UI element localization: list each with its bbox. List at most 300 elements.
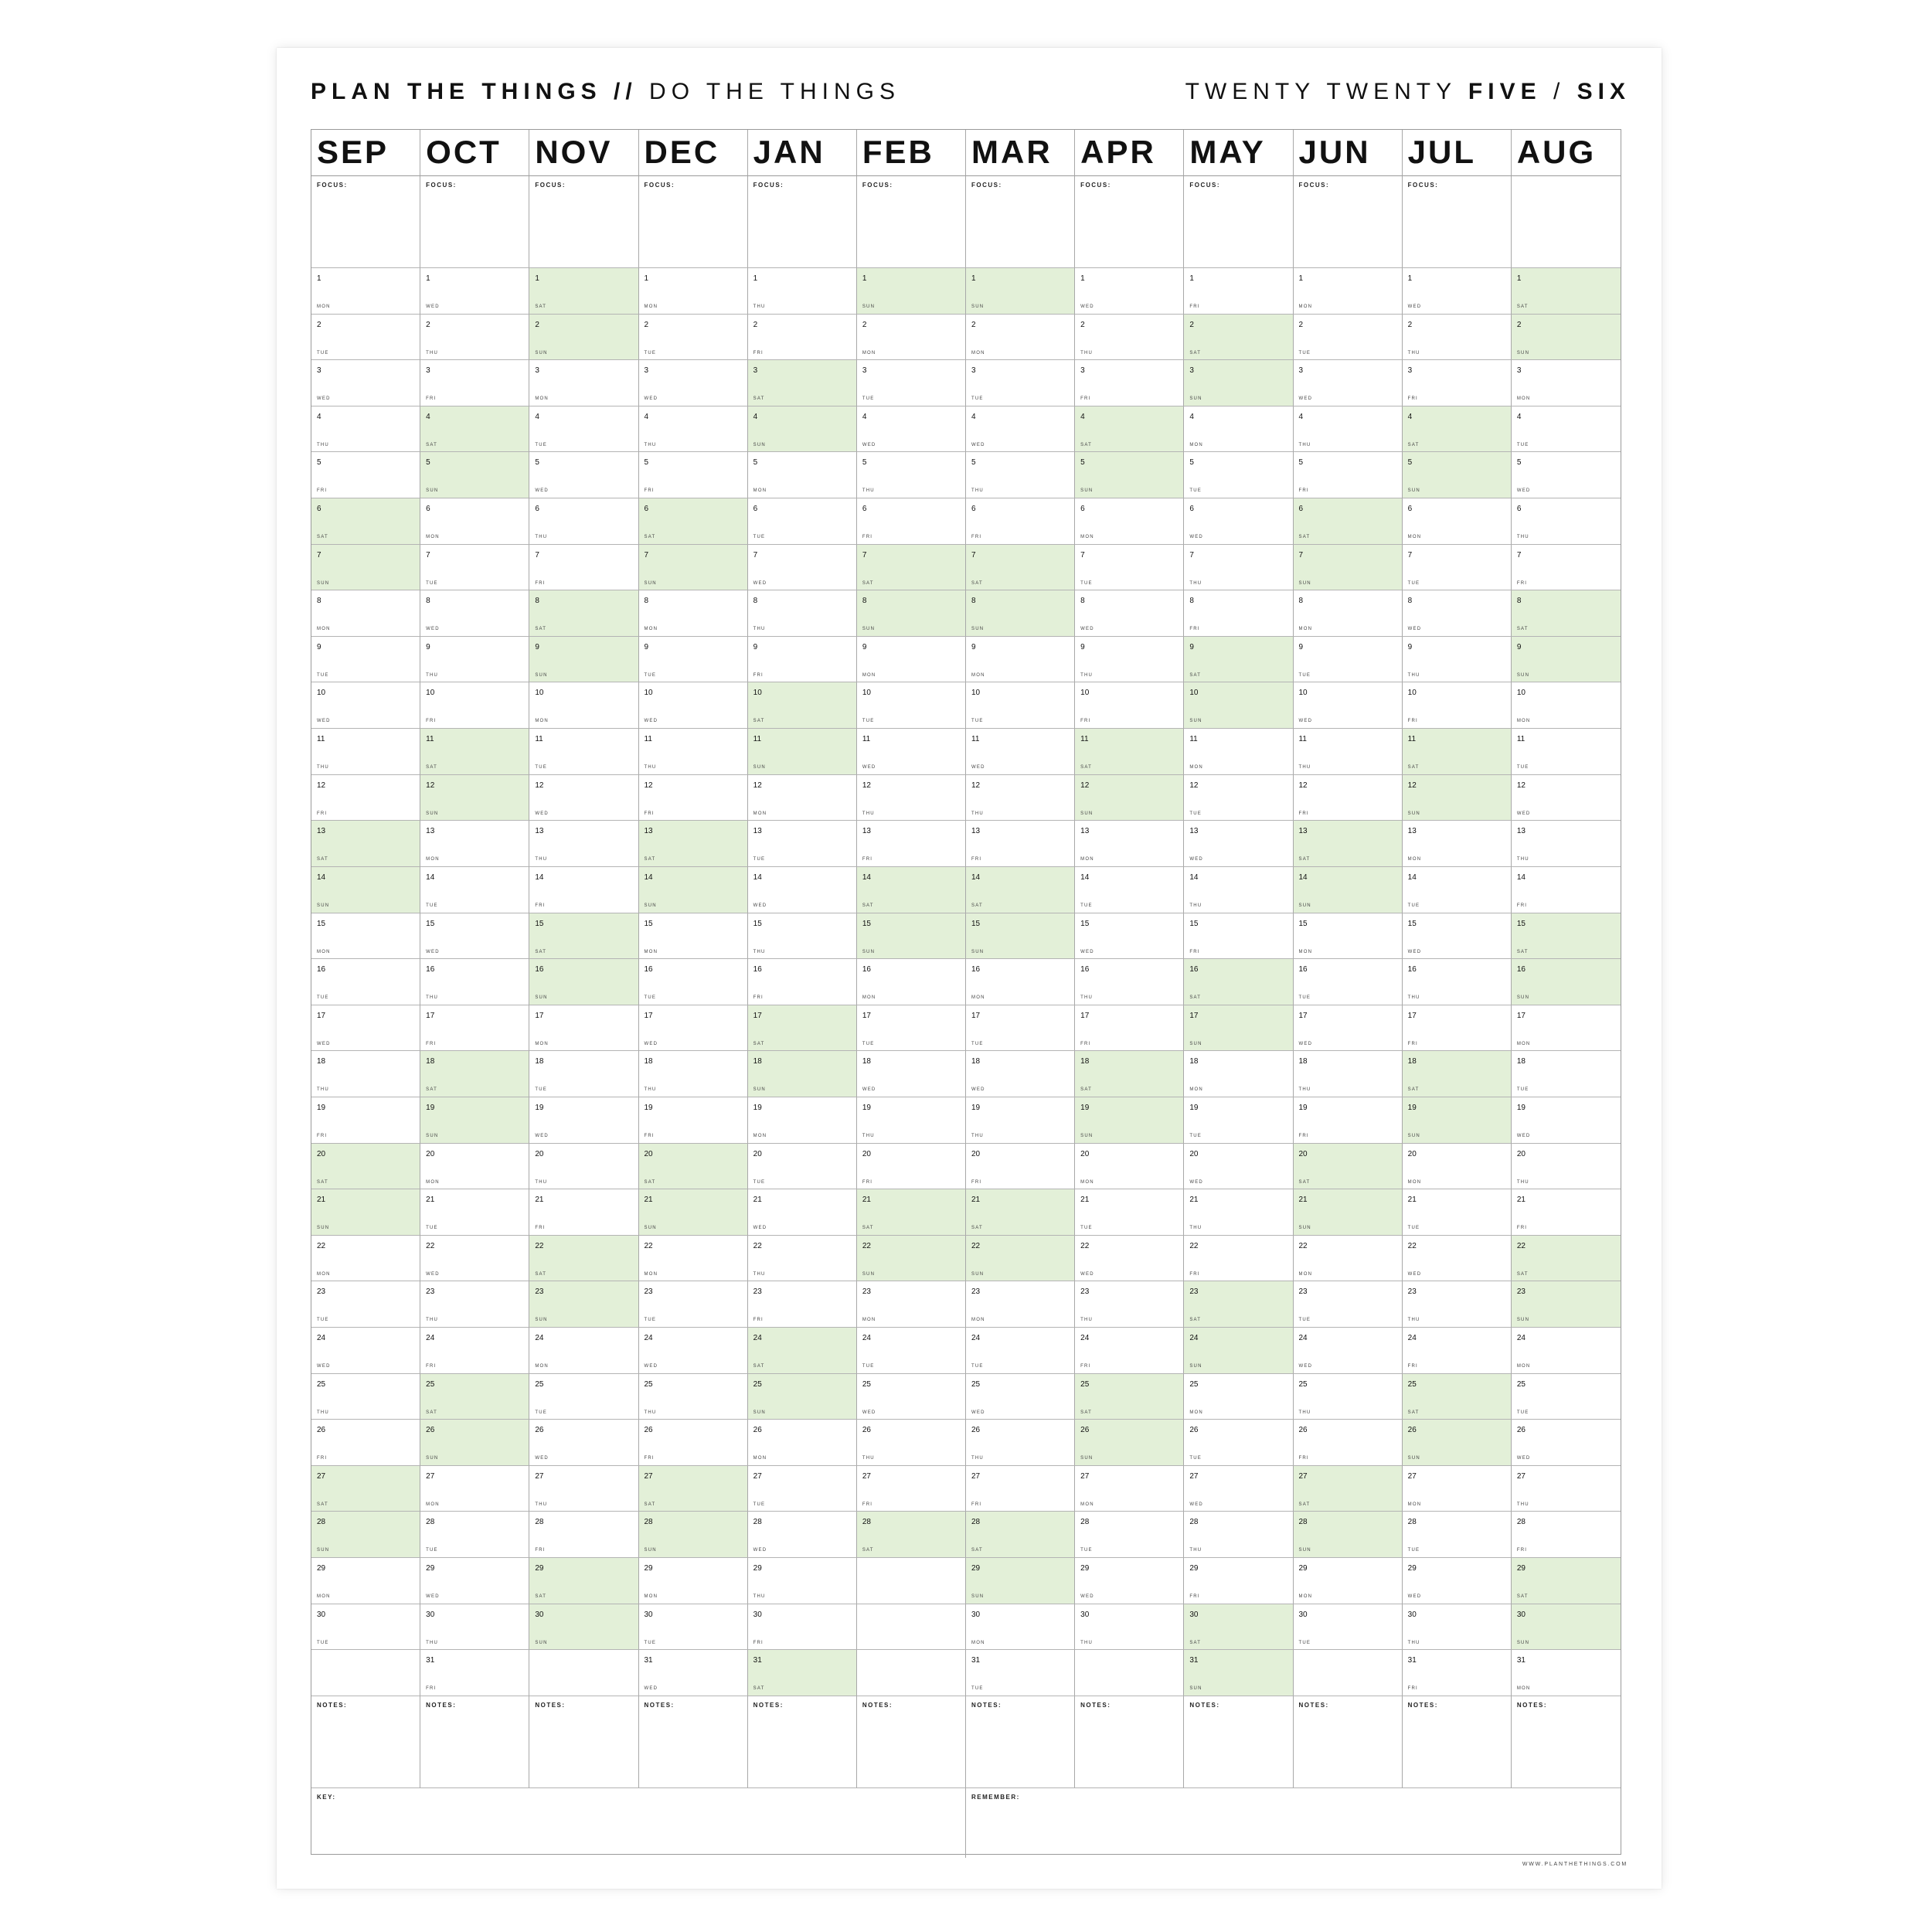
day-cell[interactable] <box>748 360 857 406</box>
day-cell[interactable] <box>420 913 529 960</box>
day-cell[interactable] <box>1403 360 1512 406</box>
day-cell[interactable] <box>311 1281 420 1328</box>
day-cell[interactable] <box>966 498 1075 545</box>
day-cell[interactable] <box>1075 1374 1184 1420</box>
day-cell[interactable] <box>639 1512 748 1558</box>
day-cell[interactable] <box>966 682 1075 729</box>
day-cell[interactable] <box>529 1189 638 1236</box>
day-cell[interactable] <box>1294 406 1403 453</box>
day-cell[interactable] <box>1184 775 1293 821</box>
day-cell[interactable] <box>529 682 638 729</box>
notes-box[interactable] <box>1184 1696 1293 1788</box>
day-cell[interactable] <box>639 545 748 591</box>
day-cell[interactable] <box>1403 1466 1512 1512</box>
day-cell[interactable] <box>1184 268 1293 315</box>
day-cell[interactable] <box>529 360 638 406</box>
day-cell[interactable] <box>1075 1604 1184 1651</box>
day-cell[interactable] <box>529 1512 638 1558</box>
day-cell[interactable] <box>966 1097 1075 1144</box>
day-cell[interactable] <box>311 452 420 498</box>
day-cell[interactable] <box>639 268 748 315</box>
day-cell[interactable] <box>311 775 420 821</box>
day-cell[interactable] <box>639 1281 748 1328</box>
day-cell[interactable] <box>529 959 638 1005</box>
notes-box[interactable] <box>639 1696 748 1788</box>
day-cell[interactable] <box>529 452 638 498</box>
day-cell[interactable] <box>529 1236 638 1282</box>
day-cell[interactable] <box>966 913 1075 960</box>
day-cell[interactable] <box>529 1144 638 1190</box>
day-cell[interactable] <box>1075 1558 1184 1604</box>
day-cell[interactable] <box>639 729 748 775</box>
day-cell[interactable] <box>1512 682 1621 729</box>
day-cell[interactable] <box>420 775 529 821</box>
day-cell[interactable] <box>1184 1558 1293 1604</box>
day-cell[interactable] <box>748 1512 857 1558</box>
day-cell[interactable] <box>420 590 529 637</box>
day-cell[interactable] <box>1184 1466 1293 1512</box>
day-cell[interactable] <box>420 867 529 913</box>
day-cell[interactable] <box>1512 1144 1621 1190</box>
day-cell[interactable] <box>1294 360 1403 406</box>
day-cell[interactable] <box>1075 682 1184 729</box>
day-cell[interactable] <box>1184 1051 1293 1097</box>
day-cell[interactable] <box>1403 590 1512 637</box>
day-cell[interactable] <box>420 268 529 315</box>
day-cell[interactable] <box>529 1097 638 1144</box>
day-cell[interactable] <box>311 1558 420 1604</box>
day-cell[interactable] <box>748 913 857 960</box>
day-cell[interactable] <box>1184 1189 1293 1236</box>
day-cell[interactable] <box>311 1189 420 1236</box>
day-cell[interactable] <box>1294 1097 1403 1144</box>
day-cell[interactable] <box>1294 637 1403 683</box>
day-cell[interactable] <box>1075 1097 1184 1144</box>
day-cell[interactable] <box>1294 729 1403 775</box>
day-cell[interactable] <box>966 360 1075 406</box>
day-cell[interactable] <box>311 406 420 453</box>
day-cell[interactable] <box>639 1189 748 1236</box>
day-cell[interactable] <box>966 1650 1075 1696</box>
day-cell[interactable] <box>1512 315 1621 361</box>
focus-box[interactable] <box>748 176 857 268</box>
notes-box[interactable] <box>420 1696 529 1788</box>
day-cell[interactable] <box>1294 1420 1403 1466</box>
day-cell[interactable] <box>1512 1051 1621 1097</box>
day-cell[interactable] <box>1294 1374 1403 1420</box>
day-cell[interactable] <box>639 682 748 729</box>
day-cell[interactable] <box>1403 1097 1512 1144</box>
day-cell[interactable] <box>857 1005 966 1052</box>
day-cell[interactable] <box>1075 729 1184 775</box>
day-cell[interactable] <box>1075 268 1184 315</box>
day-cell[interactable] <box>1403 1005 1512 1052</box>
day-cell[interactable] <box>966 452 1075 498</box>
notes-box[interactable] <box>1294 1696 1403 1788</box>
day-cell[interactable] <box>1075 1512 1184 1558</box>
notes-box[interactable] <box>748 1696 857 1788</box>
day-cell[interactable] <box>639 1466 748 1512</box>
focus-box[interactable] <box>529 176 638 268</box>
day-cell[interactable] <box>1075 590 1184 637</box>
day-cell[interactable] <box>1075 637 1184 683</box>
day-cell[interactable] <box>1512 452 1621 498</box>
day-cell[interactable] <box>1403 1144 1512 1190</box>
focus-box[interactable] <box>420 176 529 268</box>
day-cell[interactable] <box>1075 1466 1184 1512</box>
day-cell[interactable] <box>1403 1604 1512 1651</box>
day-cell[interactable] <box>1184 867 1293 913</box>
day-cell[interactable] <box>966 637 1075 683</box>
day-cell[interactable] <box>1403 913 1512 960</box>
day-cell[interactable] <box>1403 637 1512 683</box>
day-cell[interactable] <box>1403 1512 1512 1558</box>
day-cell[interactable] <box>639 498 748 545</box>
focus-box[interactable] <box>1184 176 1293 268</box>
day-cell[interactable] <box>1512 729 1621 775</box>
day-cell[interactable] <box>857 1328 966 1374</box>
day-cell[interactable] <box>1512 959 1621 1005</box>
day-cell[interactable] <box>748 1328 857 1374</box>
day-cell[interactable] <box>748 1005 857 1052</box>
day-cell[interactable] <box>529 913 638 960</box>
day-cell[interactable] <box>420 1466 529 1512</box>
day-cell[interactable] <box>639 1604 748 1651</box>
day-cell[interactable] <box>1512 360 1621 406</box>
day-cell[interactable] <box>311 637 420 683</box>
day-cell[interactable] <box>1294 1512 1403 1558</box>
day-cell[interactable] <box>1075 959 1184 1005</box>
day-cell[interactable] <box>1512 1328 1621 1374</box>
day-cell[interactable] <box>748 1374 857 1420</box>
day-cell[interactable] <box>311 360 420 406</box>
day-cell[interactable] <box>1512 406 1621 453</box>
day-cell[interactable] <box>420 1328 529 1374</box>
day-cell[interactable] <box>420 1604 529 1651</box>
day-cell[interactable] <box>1512 821 1621 867</box>
day-cell[interactable] <box>1184 315 1293 361</box>
focus-box[interactable] <box>639 176 748 268</box>
day-cell[interactable] <box>1512 1420 1621 1466</box>
day-cell[interactable] <box>420 959 529 1005</box>
day-cell[interactable] <box>1184 545 1293 591</box>
day-cell[interactable] <box>1403 682 1512 729</box>
day-cell[interactable] <box>420 315 529 361</box>
day-cell[interactable] <box>857 406 966 453</box>
day-cell[interactable] <box>420 1650 529 1696</box>
day-cell[interactable] <box>1403 406 1512 453</box>
day-cell[interactable] <box>1512 637 1621 683</box>
day-cell[interactable] <box>311 867 420 913</box>
day-cell[interactable] <box>1294 821 1403 867</box>
day-cell[interactable] <box>966 1512 1075 1558</box>
day-cell[interactable] <box>420 1281 529 1328</box>
day-cell[interactable] <box>311 268 420 315</box>
day-cell[interactable] <box>966 590 1075 637</box>
day-cell[interactable] <box>1403 1051 1512 1097</box>
day-cell[interactable] <box>857 1189 966 1236</box>
day-cell[interactable] <box>748 867 857 913</box>
day-cell[interactable] <box>748 1558 857 1604</box>
day-cell[interactable] <box>1403 315 1512 361</box>
day-cell[interactable] <box>1512 1005 1621 1052</box>
day-cell[interactable] <box>1184 1144 1293 1190</box>
day-cell[interactable] <box>639 867 748 913</box>
day-cell[interactable] <box>311 1051 420 1097</box>
day-cell[interactable] <box>420 1051 529 1097</box>
day-cell[interactable] <box>1184 959 1293 1005</box>
day-cell[interactable] <box>639 315 748 361</box>
day-cell[interactable] <box>529 729 638 775</box>
day-cell[interactable] <box>420 821 529 867</box>
day-cell[interactable] <box>857 1144 966 1190</box>
day-cell[interactable] <box>1403 268 1512 315</box>
day-cell[interactable] <box>311 1236 420 1282</box>
day-cell[interactable] <box>1294 1604 1403 1651</box>
day-cell[interactable] <box>857 867 966 913</box>
day-cell[interactable] <box>748 1236 857 1282</box>
day-cell[interactable] <box>966 406 1075 453</box>
focus-box[interactable] <box>1512 176 1621 268</box>
day-cell[interactable] <box>311 821 420 867</box>
day-cell[interactable] <box>857 452 966 498</box>
day-cell[interactable] <box>311 959 420 1005</box>
day-cell[interactable] <box>1403 1420 1512 1466</box>
notes-box[interactable] <box>966 1696 1075 1788</box>
day-cell[interactable] <box>420 1374 529 1420</box>
day-cell[interactable] <box>420 637 529 683</box>
day-cell[interactable] <box>857 590 966 637</box>
day-cell[interactable] <box>748 637 857 683</box>
focus-box[interactable] <box>857 176 966 268</box>
day-cell[interactable] <box>1512 590 1621 637</box>
day-cell[interactable] <box>748 452 857 498</box>
day-cell[interactable] <box>529 545 638 591</box>
day-cell[interactable] <box>311 729 420 775</box>
day-cell[interactable] <box>748 1281 857 1328</box>
notes-box[interactable] <box>857 1696 966 1788</box>
day-cell[interactable] <box>420 1097 529 1144</box>
day-cell[interactable] <box>1512 867 1621 913</box>
day-cell[interactable] <box>420 1420 529 1466</box>
day-cell[interactable] <box>1512 1097 1621 1144</box>
day-cell[interactable] <box>1075 1328 1184 1374</box>
day-cell[interactable] <box>639 821 748 867</box>
focus-box[interactable] <box>1403 176 1512 268</box>
day-cell[interactable] <box>311 315 420 361</box>
day-cell[interactable] <box>639 1420 748 1466</box>
day-cell[interactable] <box>420 1189 529 1236</box>
day-cell[interactable] <box>1294 1236 1403 1282</box>
day-cell[interactable] <box>1512 1512 1621 1558</box>
day-cell[interactable] <box>311 1097 420 1144</box>
notes-box[interactable] <box>529 1696 638 1788</box>
day-cell[interactable] <box>311 1328 420 1374</box>
day-cell[interactable] <box>311 1144 420 1190</box>
day-cell[interactable] <box>1075 1281 1184 1328</box>
day-cell[interactable] <box>1294 682 1403 729</box>
day-cell[interactable] <box>1403 1236 1512 1282</box>
notes-box[interactable] <box>1512 1696 1621 1788</box>
day-cell[interactable] <box>748 1466 857 1512</box>
day-cell[interactable] <box>1075 498 1184 545</box>
day-cell[interactable] <box>1294 545 1403 591</box>
day-cell[interactable] <box>529 315 638 361</box>
day-cell[interactable] <box>966 1558 1075 1604</box>
day-cell[interactable] <box>857 775 966 821</box>
day-cell[interactable] <box>857 913 966 960</box>
day-cell[interactable] <box>966 1420 1075 1466</box>
day-cell[interactable] <box>857 268 966 315</box>
day-cell[interactable] <box>1403 1281 1512 1328</box>
day-cell[interactable] <box>420 545 529 591</box>
day-cell[interactable] <box>1403 775 1512 821</box>
day-cell[interactable] <box>1075 1420 1184 1466</box>
day-cell[interactable] <box>420 1236 529 1282</box>
day-cell[interactable] <box>857 1512 966 1558</box>
day-cell[interactable] <box>1184 498 1293 545</box>
day-cell[interactable] <box>1512 1558 1621 1604</box>
day-cell[interactable] <box>966 1328 1075 1374</box>
day-cell[interactable] <box>639 1328 748 1374</box>
day-cell[interactable] <box>857 682 966 729</box>
day-cell[interactable] <box>529 1604 638 1651</box>
day-cell[interactable] <box>857 360 966 406</box>
day-cell[interactable] <box>420 682 529 729</box>
day-cell[interactable] <box>529 1558 638 1604</box>
day-cell[interactable] <box>748 1189 857 1236</box>
day-cell[interactable] <box>1075 545 1184 591</box>
day-cell[interactable] <box>529 1466 638 1512</box>
day-cell[interactable] <box>857 545 966 591</box>
day-cell[interactable] <box>1184 406 1293 453</box>
day-cell[interactable] <box>966 1005 1075 1052</box>
day-cell[interactable] <box>639 1374 748 1420</box>
day-cell[interactable] <box>420 452 529 498</box>
day-cell[interactable] <box>748 1420 857 1466</box>
day-cell[interactable] <box>748 498 857 545</box>
day-cell[interactable] <box>1184 1604 1293 1651</box>
day-cell[interactable] <box>1512 1374 1621 1420</box>
day-cell[interactable] <box>1294 1144 1403 1190</box>
day-cell[interactable] <box>1403 821 1512 867</box>
notes-box[interactable] <box>311 1696 420 1788</box>
day-cell[interactable] <box>857 1466 966 1512</box>
day-cell[interactable] <box>1294 1281 1403 1328</box>
day-cell[interactable] <box>529 1374 638 1420</box>
focus-box[interactable] <box>1075 176 1184 268</box>
day-cell[interactable] <box>748 590 857 637</box>
key-box[interactable] <box>311 1788 966 1858</box>
day-cell[interactable] <box>966 1144 1075 1190</box>
day-cell[interactable] <box>857 1236 966 1282</box>
notes-box[interactable] <box>1403 1696 1512 1788</box>
day-cell[interactable] <box>748 315 857 361</box>
day-cell[interactable] <box>857 637 966 683</box>
day-cell[interactable] <box>529 775 638 821</box>
day-cell[interactable] <box>857 1374 966 1420</box>
day-cell[interactable] <box>1075 315 1184 361</box>
day-cell[interactable] <box>529 821 638 867</box>
day-cell[interactable] <box>1184 590 1293 637</box>
day-cell[interactable] <box>311 1466 420 1512</box>
day-cell[interactable] <box>1294 1051 1403 1097</box>
day-cell[interactable] <box>1294 1558 1403 1604</box>
day-cell[interactable] <box>966 821 1075 867</box>
day-cell[interactable] <box>857 498 966 545</box>
day-cell[interactable] <box>748 959 857 1005</box>
day-cell[interactable] <box>1184 1374 1293 1420</box>
day-cell[interactable] <box>966 729 1075 775</box>
day-cell[interactable] <box>966 1189 1075 1236</box>
day-cell[interactable] <box>420 1512 529 1558</box>
day-cell[interactable] <box>639 913 748 960</box>
day-cell[interactable] <box>748 729 857 775</box>
day-cell[interactable] <box>529 1281 638 1328</box>
day-cell[interactable] <box>1075 406 1184 453</box>
day-cell[interactable] <box>1403 498 1512 545</box>
day-cell[interactable] <box>1075 452 1184 498</box>
day-cell[interactable] <box>1512 498 1621 545</box>
day-cell[interactable] <box>1075 1144 1184 1190</box>
day-cell[interactable] <box>748 268 857 315</box>
day-cell[interactable] <box>1075 775 1184 821</box>
day-cell[interactable] <box>1075 1189 1184 1236</box>
day-cell[interactable] <box>1075 867 1184 913</box>
day-cell[interactable] <box>639 1005 748 1052</box>
day-cell[interactable] <box>1075 821 1184 867</box>
day-cell[interactable] <box>639 1236 748 1282</box>
day-cell[interactable] <box>1075 360 1184 406</box>
day-cell[interactable] <box>1512 268 1621 315</box>
day-cell[interactable] <box>311 1512 420 1558</box>
day-cell[interactable] <box>966 867 1075 913</box>
day-cell[interactable] <box>748 1144 857 1190</box>
day-cell[interactable] <box>966 959 1075 1005</box>
day-cell[interactable] <box>639 1051 748 1097</box>
day-cell[interactable] <box>1294 268 1403 315</box>
day-cell[interactable] <box>420 1005 529 1052</box>
day-cell[interactable] <box>1512 545 1621 591</box>
day-cell[interactable] <box>748 1051 857 1097</box>
day-cell[interactable] <box>1184 1420 1293 1466</box>
day-cell[interactable] <box>1512 1189 1621 1236</box>
day-cell[interactable] <box>639 1558 748 1604</box>
day-cell[interactable] <box>748 406 857 453</box>
day-cell[interactable] <box>311 545 420 591</box>
day-cell[interactable] <box>1403 729 1512 775</box>
day-cell[interactable] <box>1403 545 1512 591</box>
day-cell[interactable] <box>857 821 966 867</box>
day-cell[interactable] <box>311 590 420 637</box>
day-cell[interactable] <box>1512 1236 1621 1282</box>
day-cell[interactable] <box>529 498 638 545</box>
day-cell[interactable] <box>748 1097 857 1144</box>
day-cell[interactable] <box>1403 1374 1512 1420</box>
day-cell[interactable] <box>311 913 420 960</box>
day-cell[interactable] <box>748 545 857 591</box>
day-cell[interactable] <box>639 1097 748 1144</box>
focus-box[interactable] <box>1294 176 1403 268</box>
day-cell[interactable] <box>529 590 638 637</box>
day-cell[interactable] <box>857 1420 966 1466</box>
day-cell[interactable] <box>966 1236 1075 1282</box>
day-cell[interactable] <box>529 1328 638 1374</box>
day-cell[interactable] <box>1512 775 1621 821</box>
day-cell[interactable] <box>1512 1281 1621 1328</box>
day-cell[interactable] <box>311 1420 420 1466</box>
day-cell[interactable] <box>1184 452 1293 498</box>
